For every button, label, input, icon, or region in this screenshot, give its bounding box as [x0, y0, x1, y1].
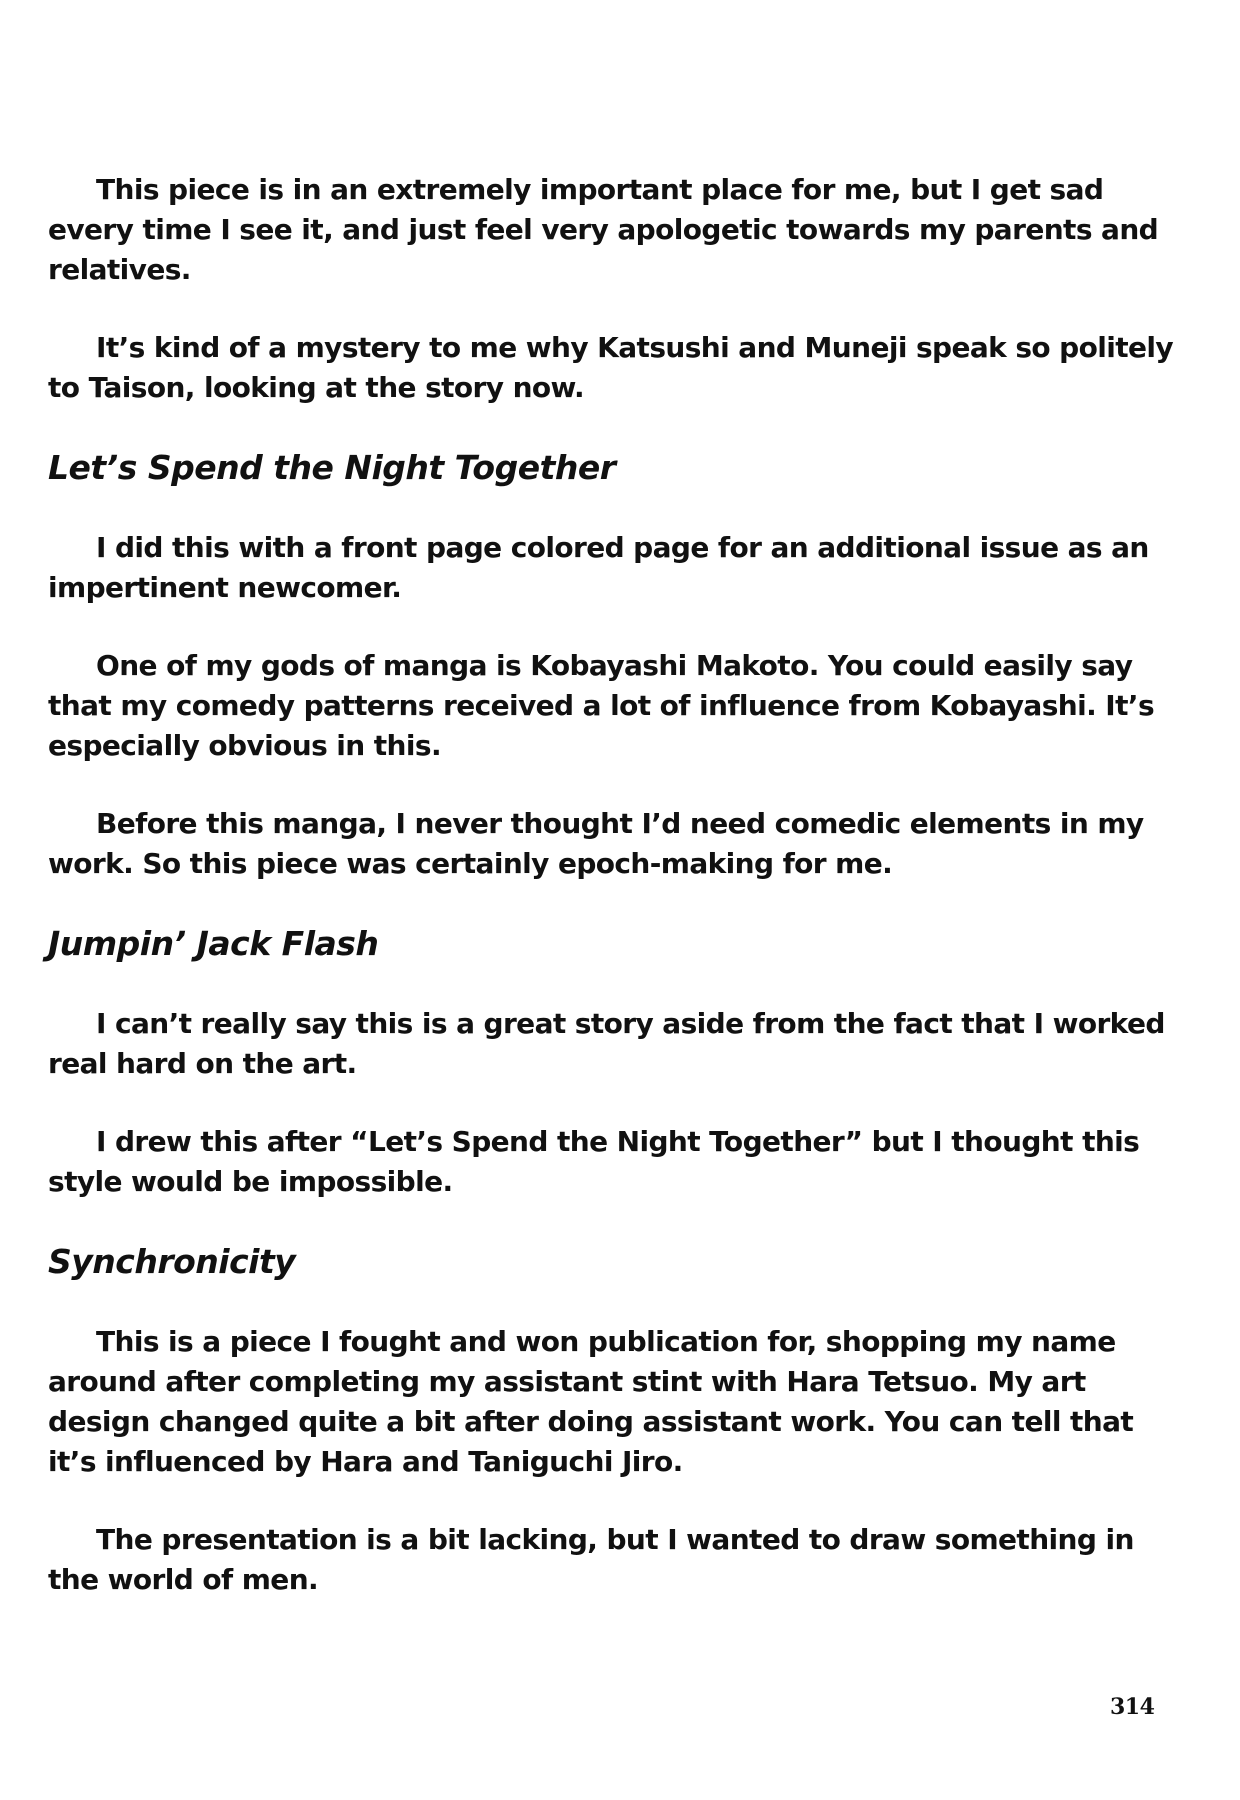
- section-paragraph: This is a piece I fought and won publication for, shopping my name around after completing my assistant stint with Hara Tetsuo. My art design changed quite a bit after doing assistant work. You can tell that it’s influenced by Hara and Taniguchi Jiro.: [48, 1325, 1134, 1478]
- section-paragraph: I can’t really say this is a great story aside from the fact that I worked real hard on the art.: [48, 1007, 1165, 1080]
- page-body: [48, 170, 1178, 1638]
- section-paragraph: Before this manga, I never thought I’d need comedic elements in my work. So this piece was certainly epoch-making for me.: [48, 807, 1144, 880]
- section-heading: Jumpin’ Jack Flash: [48, 924, 379, 963]
- intro-paragraph: This piece is in an extremely important place for me, but I get sad every time I see it, and just feel very apologetic towards my parents and relatives.: [48, 173, 1159, 286]
- section-paragraph: The presentation is a bit lacking, but I wanted to draw something in the world of men.: [48, 1523, 1134, 1596]
- section-paragraph: One of my gods of manga is Kobayashi Makoto. You could easily say that my comedy patterns received a lot of influence from Kobayashi. It’s especially obvious in this.: [48, 649, 1155, 762]
- section-paragraph: I did this with a front page colored page for an additional issue as an impertinent newcomer.: [48, 531, 1149, 604]
- section-heading: Synchronicity: [48, 1242, 296, 1281]
- section-paragraph: I drew this after “Let’s Spend the Night Together” but I thought this style would be impossible.: [48, 1125, 1140, 1198]
- page-number: 314: [1110, 1694, 1155, 1720]
- section-heading: Let’s Spend the Night Together: [48, 448, 616, 487]
- intro-paragraph: It’s kind of a mystery to me why Katsushi and Muneji speak so politely to Taison, looking at the story now.: [48, 331, 1174, 404]
